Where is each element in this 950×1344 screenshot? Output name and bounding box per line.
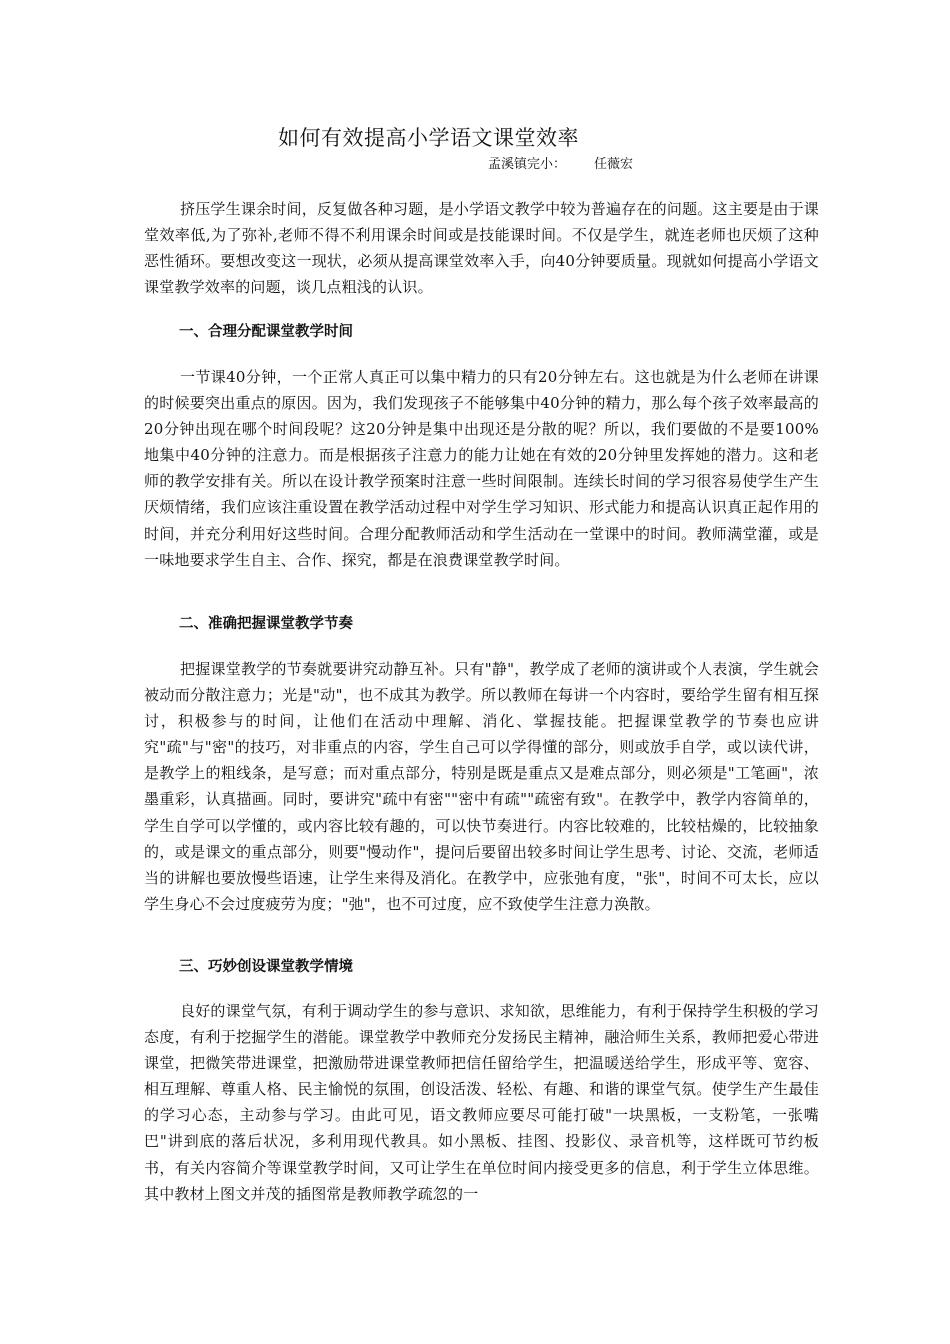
- section-paragraph-1: 一节课40分钟，一个正常人真正可以集中精力的只有20分钟左右。这也就是为什么老师在讲课的时候要突出重点的原因。因为，我们发现孩子不能够集中40分钟的精力，那么每个孩子效率最高的20分钟出现在哪个时间段呢？这20分钟是集中出现还是分散的呢？所以，我们要做的不是要100%地集中40分钟的注意力。而是根据孩子注意力的能力让她在有效的20分钟里发挥她的潜力。这和老师的教学安排有关。所以在设计教学预案时注意一些时间限制。连续长时间的学习很容易使学生产生厌烦情绪，我们应该注重设置在教学活动过程中对学生学习知识、形式能力和提高认识真正起作用的时间，并充分利用好这些时间。合理分配教师活动和学生活动在一堂课中的时间。教师满堂灌，或是一味地要求学生自主、合作、探究，都是在浪费课堂教学时间。: [144, 368, 819, 569]
- author-school: 孟溪镇完小：: [488, 157, 567, 172]
- intro-paragraph: 挤压学生课余时间，反复做各种习题，是小学语文教学中较为普遍存在的问题。这主要是由于课堂效率低,为了弥补,老师不得不利用课余时间或是技能课时间。不仅是学生，就连老师也厌烦了这种恶性循环。要想改变这一现状，必须从提高课堂效率入手，向40分钟要质量。现就如何提高小学语文课堂教学效率的问题，谈几点粗浅的认识。: [144, 200, 819, 297]
- section-paragraph-2: 把握课堂教学的节奏就要讲究动静互补。只有"静"，教学成了老师的演讲或个人表演，学生就会被动而分散注意力；光是"动"，也不成其为教学。所以教师在每讲一个内容时，要给学生留有相互探讨，积极参与的时间，让他们在活动中理解、消化、掌握技能。把握课堂教学的节奏也应讲究"疏"与"密"的技巧，对非重点的内容，学生自己可以学得懂的部分，则或放手自学，或以读代讲，是教学上的粗线条，是写意；而对重点部分，特别是既是重点又是难点部分，则必须是"工笔画"，浓墨重彩，认真描画。同时，要讲究"疏中有密""密中有疏""疏密有致"。在教学中，教学内容简单的，学生自学可以学懂的，或内容比较有趣的，可以快节奏进行。内容比较难的，比较枯燥的，比较抽象的，或是课文的重点部分，则要"慢动作"，提问后要留出较多时间让学生思考、讨论、交流，老师适当的讲解也要放慢些语速，让学生来得及消化。在教学中，应张弛有度，"张"，时间不可太长，应以学生身心不会过度疲劳为度；"弛"，也不可过度，应不致使学生注意力涣散。: [144, 660, 819, 913]
- author-line: [488, 153, 633, 172]
- section-paragraph-3: 良好的课堂气氛，有利于调动学生的参与意识、求知欲，思维能力，有利于保持学生积极的学习态度，有利于挖掘学生的潜能。课堂教学中教师充分发扬民主精神，融洽师生关系，教师把爱心带进课堂，把微笑带进课堂，把激励带进课堂教师把信任留给学生，把温暖送给学生，形成平等、宽容、相互理解、尊重人格、民主愉悦的氛围，创设活泼、轻松、有趣、和谐的课堂气氛。使学生产生最佳的学习心态，主动参与学习。由此可见，语文教师应要尽可能打破"一块黑板，一支粉笔，一张嘴巴"讲到底的落后状况，多利用现代教具。如小黑板、挂图、投影仪、录音机等，这样既可节约板书，有关内容简介等课堂教学时间，又可让学生在单位时间内接受更多的信息，利于学生立体思维。其中教材上图文并茂的插图常是教师教学疏忽的一: [144, 1002, 819, 1203]
- section-heading-3: 三、巧妙创设课堂教学情境: [179, 959, 353, 975]
- section-heading-1: 一、合理分配课堂教学时间: [179, 324, 353, 340]
- document-title: 如何有效提高小学语文课堂效率: [278, 126, 579, 150]
- section-heading-2: 二、准确把握课堂教学节奏: [179, 616, 353, 632]
- author-name: 任薇宏: [594, 157, 634, 172]
